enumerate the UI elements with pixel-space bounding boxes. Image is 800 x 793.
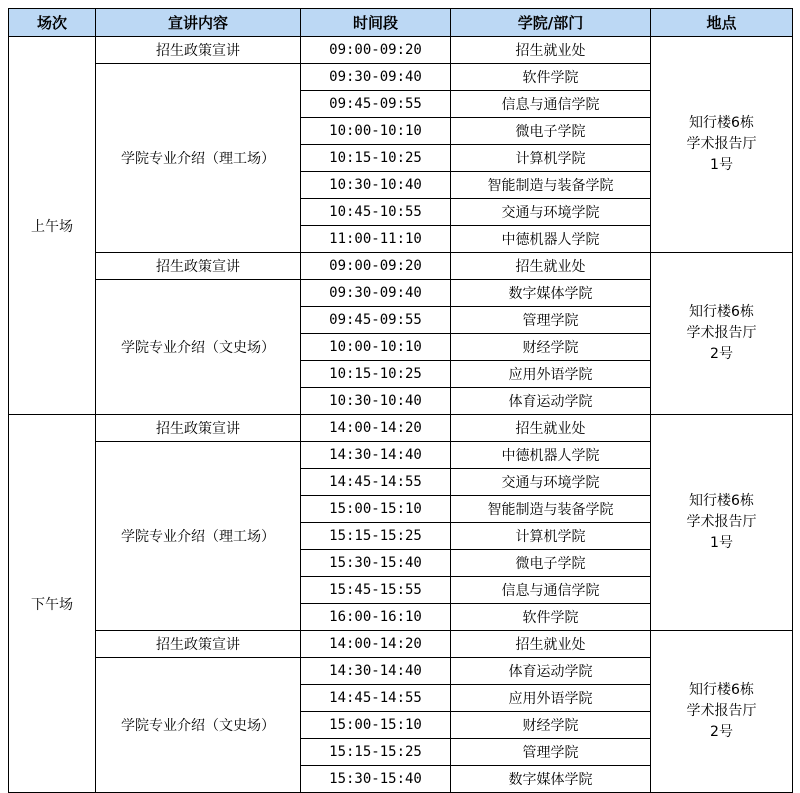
time-cell: 14:30-14:40 — [301, 442, 451, 469]
dept-cell: 软件学院 — [451, 604, 651, 631]
content-cell: 学院专业介绍（文史场） — [96, 658, 301, 793]
venue-line: 学术报告厅 — [686, 514, 757, 530]
content-cell: 学院专业介绍（文史场） — [96, 280, 301, 415]
table-row — [9, 37, 793, 64]
venue-line: 知行楼6栋 — [689, 493, 754, 509]
time-cell: 09:00-09:20 — [301, 253, 451, 280]
session-cell: 下午场 — [9, 415, 96, 793]
dept-cell: 体育运动学院 — [451, 658, 651, 685]
content-cell: 学院专业介绍（理工场） — [96, 442, 301, 631]
content-cell: 招生政策宣讲 — [96, 415, 301, 442]
time-cell: 15:00-15:10 — [301, 712, 451, 739]
venue-line: 知行楼6栋 — [689, 304, 754, 320]
dept-cell: 招生就业处 — [451, 253, 651, 280]
dept-cell: 财经学院 — [451, 334, 651, 361]
time-cell: 14:00-14:20 — [301, 631, 451, 658]
dept-cell: 微电子学院 — [451, 550, 651, 577]
dept-cell: 计算机学院 — [451, 145, 651, 172]
time-cell: 10:45-10:55 — [301, 199, 451, 226]
venue-line: 学术报告厅 — [686, 325, 757, 341]
time-cell: 09:45-09:55 — [301, 91, 451, 118]
session-cell: 上午场 — [9, 37, 96, 415]
time-cell: 11:00-11:10 — [301, 226, 451, 253]
header-venue: 地点 — [651, 9, 793, 37]
dept-cell: 体育运动学院 — [451, 388, 651, 415]
time-cell: 10:15-10:25 — [301, 361, 451, 388]
dept-cell: 招生就业处 — [451, 37, 651, 64]
dept-cell: 中德机器人学院 — [451, 442, 651, 469]
dept-cell: 数字媒体学院 — [451, 280, 651, 307]
schedule-body — [9, 37, 793, 793]
dept-cell: 智能制造与装备学院 — [451, 496, 651, 523]
dept-cell: 招生就业处 — [451, 415, 651, 442]
table-row — [9, 415, 793, 442]
venue-line: 2号 — [710, 346, 733, 362]
venue-line: 学术报告厅 — [686, 136, 757, 152]
dept-cell: 财经学院 — [451, 712, 651, 739]
dept-cell: 招生就业处 — [451, 631, 651, 658]
content-cell: 学院专业介绍（理工场） — [96, 64, 301, 253]
schedule-table — [8, 8, 793, 793]
venue-line: 1号 — [710, 535, 733, 551]
venue-line: 2号 — [710, 724, 733, 740]
time-cell: 15:45-15:55 — [301, 577, 451, 604]
venue-cell — [651, 253, 793, 415]
time-cell: 15:30-15:40 — [301, 550, 451, 577]
time-cell: 15:15-15:25 — [301, 523, 451, 550]
dept-cell: 软件学院 — [451, 64, 651, 91]
venue-cell — [651, 37, 793, 253]
dept-cell: 管理学院 — [451, 307, 651, 334]
table-header-row — [9, 9, 793, 37]
time-cell: 14:45-14:55 — [301, 685, 451, 712]
dept-cell: 中德机器人学院 — [451, 226, 651, 253]
dept-cell: 交通与环境学院 — [451, 469, 651, 496]
dept-cell: 微电子学院 — [451, 118, 651, 145]
time-cell: 15:30-15:40 — [301, 766, 451, 793]
header-session: 场次 — [9, 9, 96, 37]
content-cell: 招生政策宣讲 — [96, 631, 301, 658]
venue-line: 学术报告厅 — [686, 703, 757, 719]
venue-line: 1号 — [710, 157, 733, 173]
time-cell: 14:30-14:40 — [301, 658, 451, 685]
dept-cell: 应用外语学院 — [451, 685, 651, 712]
header-time: 时间段 — [301, 9, 451, 37]
time-cell: 16:00-16:10 — [301, 604, 451, 631]
time-cell: 14:45-14:55 — [301, 469, 451, 496]
content-cell: 招生政策宣讲 — [96, 253, 301, 280]
time-cell: 14:00-14:20 — [301, 415, 451, 442]
time-cell: 10:30-10:40 — [301, 388, 451, 415]
table-row — [9, 253, 793, 280]
venue-line: 知行楼6栋 — [689, 682, 754, 698]
dept-cell: 信息与通信学院 — [451, 577, 651, 604]
dept-cell: 数字媒体学院 — [451, 766, 651, 793]
dept-cell: 交通与环境学院 — [451, 199, 651, 226]
time-cell: 09:45-09:55 — [301, 307, 451, 334]
dept-cell: 应用外语学院 — [451, 361, 651, 388]
dept-cell: 计算机学院 — [451, 523, 651, 550]
venue-cell — [651, 415, 793, 631]
dept-cell: 信息与通信学院 — [451, 91, 651, 118]
time-cell: 10:30-10:40 — [301, 172, 451, 199]
time-cell: 10:00-10:10 — [301, 118, 451, 145]
time-cell: 15:00-15:10 — [301, 496, 451, 523]
time-cell: 09:00-09:20 — [301, 37, 451, 64]
venue-line: 知行楼6栋 — [689, 115, 754, 131]
header-content: 宣讲内容 — [96, 9, 301, 37]
time-cell: 09:30-09:40 — [301, 64, 451, 91]
table-row — [9, 631, 793, 658]
header-dept: 学院/部门 — [451, 9, 651, 37]
content-cell: 招生政策宣讲 — [96, 37, 301, 64]
time-cell: 09:30-09:40 — [301, 280, 451, 307]
time-cell: 10:15-10:25 — [301, 145, 451, 172]
time-cell: 10:00-10:10 — [301, 334, 451, 361]
venue-cell — [651, 631, 793, 793]
time-cell: 15:15-15:25 — [301, 739, 451, 766]
dept-cell: 管理学院 — [451, 739, 651, 766]
dept-cell: 智能制造与装备学院 — [451, 172, 651, 199]
